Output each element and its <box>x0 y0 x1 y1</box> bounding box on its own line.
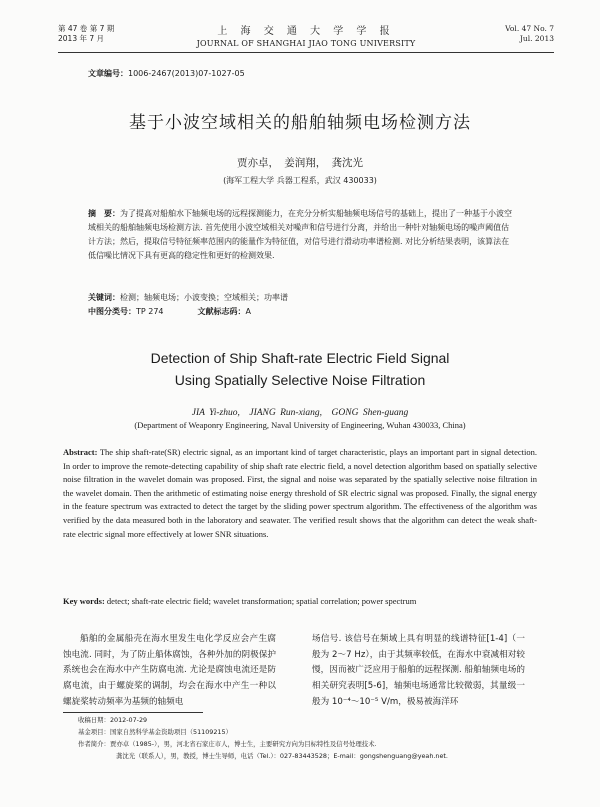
affiliation-en: (Department of Weaponry Engineering, Naval University of Engineering, Wuhan 430033, China) <box>134 420 466 430</box>
article-number-label: 文章编号： <box>88 69 128 78</box>
doc-code-value: A <box>245 307 252 316</box>
article-number-value: 1006-2467(2013)07-1027-05 <box>128 69 245 78</box>
paper-title-en-line2: Using Spatially Selective Noise Filtration <box>174 372 426 388</box>
footnote-author-bio: 作者简介：贾亦卓（1985-），男，河北省石家庄市人，博士生，主要研究方向为目标特性及信号处理技术. <box>78 740 377 748</box>
keywords-en <box>63 596 537 606</box>
abstract-cn-label: 摘 要： <box>88 209 120 218</box>
class-number-label: 中图分类号： <box>88 307 136 316</box>
volume-cn: 第 47 卷 第 7 期 <box>58 24 115 33</box>
doc-code-label: 文献标志码： <box>197 307 246 316</box>
footnote-contact: 龚沈光（联系人），男，教授，博士生导师，电话（Tel.）：027-83443528；E-mail：gongshenguang@yeah.net. <box>116 752 448 760</box>
journal-name-cn: 上 海 交 通 大 学 学 报 <box>217 26 395 37</box>
abstract-en <box>63 446 537 541</box>
date-cn: 2013 年 7 月 <box>58 34 105 43</box>
keywords-cn <box>88 291 516 305</box>
authors-en: JIA Yi-zhuo, JIANG Run-xiang, GONG Shen-guang <box>191 408 409 418</box>
footnote-received: 收稿日期：2012-07-29 <box>78 716 148 724</box>
paper-title-cn: 基于小波空域相关的船舶轴频电场检测方法 <box>129 113 471 133</box>
affiliation-cn: (海军工程大学 兵器工程系，武汉 430033) <box>223 176 377 185</box>
header-right <box>505 24 554 44</box>
paper-title-en <box>0 347 600 391</box>
classification-cn <box>88 305 516 319</box>
keywords-cn-label: 关键词： <box>88 293 120 302</box>
running-header <box>58 22 554 53</box>
keywords-en-text: detect; shaft-rate electric field; wavelet transformation; spatial correlation; power spectrum <box>106 596 417 606</box>
date-en: Jul. 2013 <box>519 34 554 43</box>
body-column-left: 船舶的金属船壳在海水里发生电化学反应会产生腐蚀电流. 同时，为了防止船体腐蚀，各种外加的阴极保护系统也会在海水中产生防腐电流. 尤论是腐蚀电流还是防腐电流，由于螺旋桨的调制，均会在海水中产生一种以螺旋桨转动频率为基频的轴频电 <box>63 634 276 707</box>
footnote-fund: 基金项目：国家自然科学基金资助项目（51109215） <box>78 728 232 736</box>
volume-en: Vol. 47 No. 7 <box>505 24 554 33</box>
authors-cn: 贾亦卓， 姜润翔， 龚沈光 <box>237 157 363 169</box>
abstract-cn-text: 为了提高对船舶水下轴频电场的远程探测能力，在充分分析实船轴频电场信号的基础上，提出了一种基于小波空域相关的船舶轴频电场检测方法. 首先使用小波空域相关对噪声和信号进行分离，并给出一种针对轴频电场的噪声阈值估计方法；然后，提取信号特征频率范围内的能量作为特征值，对信号进行滑动功率谱检测. 对比分析结果表明，该算法在低信噪比情况下具有更高的稳定性和更好的检测效果. <box>88 209 512 260</box>
abstract-en-label: Abstract: <box>63 447 98 457</box>
header-center <box>58 22 554 48</box>
class-number-value: TP 274 <box>136 307 164 316</box>
article-number <box>88 68 245 79</box>
paper-title-en-line1: Detection of Ship Shaft-rate Electric Field Signal <box>150 350 450 366</box>
body-column-right: 场信号. 该信号在频域上具有明显的线谱特征[1-4]（一般为 2～7 Hz），由于其频率较低，在海水中衰减相对较慢，因而被广泛应用于船舶的远程探测. 船舶轴频电场的相关研究表明[5-6]，轴频电场通常比较微弱，其量级一般为 10⁻⁴～10⁻⁵ V/m，极易被海洋环 <box>312 634 525 707</box>
journal-name-en: JOURNAL OF SHANGHAI JIAO TONG UNIVERSITY <box>196 39 416 48</box>
abstract-en-text: The ship shaft-rate(SR) electric signal, as an important kind of target characteristic, plays an important part in signal detection. In order to improve the remote-detecting capability of ship shaft rate electric field, a novel detection algorithm based on spatially selective noise filtration in the wavelet domain was proposed. First, the signal and noise was separated by the spatially selective noise filtration in the wavelet domain. Then the arithmetic of estimating noise energy threshold of SR electric signal was proposed. Finally, the signal energy in the feature spectrum was extracted to detect the target by the sliding power spectrum algorithm. The effectiveness of the algorithm was verified by the data measured both in the laboratory and seawater. The verified result shows that the algorithm can detect the weak shaft-rate electric signal more effectively at lower SNR situations. <box>63 447 537 539</box>
abstract-cn <box>88 207 516 263</box>
keywords-cn-text: 检测；轴频电场；小波变换；空域相关；功率谱 <box>120 293 288 302</box>
footnote-divider <box>63 712 203 713</box>
keywords-en-label: Key words: <box>63 596 105 606</box>
